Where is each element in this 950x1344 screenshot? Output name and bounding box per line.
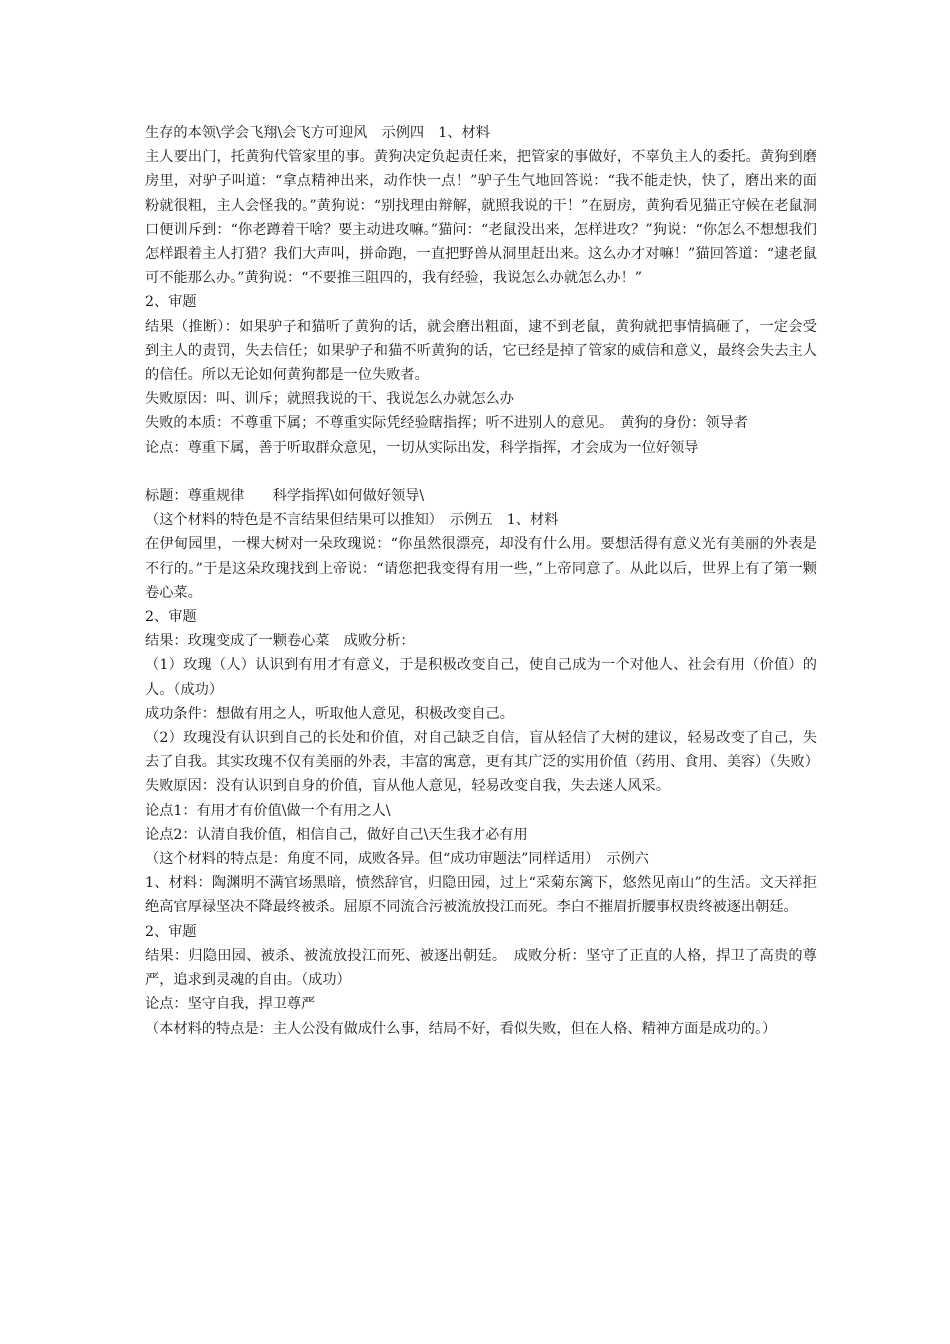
material-paragraph-5: 在伊甸园里，一棵大树对一朵玫瑰说：“你虽然很漂亮，却没有什么用。要想活得有意义光有美丽的外表是不行的。”于是这朵玫瑰找到上帝说：“请您把我变得有用一些，”上帝同意了。从此以后，世界上有了第一颗卷心菜。 [145,536,817,601]
thesis-5-1: 论点1：有用才有价值\做一个有用之人\ [145,802,391,819]
result-paragraph-4: 结果（推断）：如果驴子和猫听了黄狗的话，就会磨出粗面，逮不到老鼠，黄狗就把事情搞砸了，一定会受到主人的责罚，失去信任；如果驴子和猫不听黄狗的话，它已经是掉了管家的威信和意义，最终会失去主人的信任。所以无论如何黄狗都是一位失败者。 [145,318,817,384]
thesis-4: 论点：尊重下属，善于听取群众意见，一切从实际出发，科学指挥，才会成为一位好领导 [145,439,699,456]
analysis-point-2: （2）玫瑰没有认识到自己的长处和价值，对自己缺乏自信，盲从轻信了大树的建议，轻易改变了自己，失去了自我。其实玫瑰不仅有美丽的外表，丰富的寓意，更有其广泛的实用价值（药用、食用、美容）（失败） [145,730,819,771]
section-heading-analysis: 2、审题 [145,609,197,626]
thesis-5-2: 论点2：认清自我价值，相信自己，做好自己\天生我才必有用 [145,826,528,843]
analysis-point-1: （1）玫瑰（人）认识到有用才有意义，于是积极改变自己，使自己成为一个对他人、社会有用（价值）的人。（成功） [145,657,817,698]
blank-line [145,460,817,484]
failure-reason-4: 失败原因：叫、训斥；就照我说的干、我说怎么办就怎么办 [145,391,514,408]
result-paragraph-6: 结果：归隐田园、被杀、被流放投江而死、被逐出朝廷。 成败分析：坚守了正直的人格，捍卫了高贵的尊严，追求到灵魂的自由。（成功） [145,947,817,989]
heading-example-6: （这个材料的特点是：角度不同，成败各异。但“成功审题法”同样适用） 示例六 [145,851,649,868]
material-paragraph-4: 主人要出门，托黄狗代管家里的事。黄狗决定负起责任来，把管家的事做好，不辜负主人的委托。黄狗到磨房里，对驴子叫道：“拿点精神出来，动作快一点！”驴子生气地回答说：“我不能走快，快了，磨出来的面粉就很粗，主人会怪我的。”黄狗说：“别找理由辩解，就照我说的干！”在厨房，黄狗看见猫正守候在老鼠洞口便训斥到：“你老蹲着干啥？要主动进攻嘛。”猫问：“老鼠没出来，怎样进攻？”狗说：“你怎么不想想我们怎样跟着主人打猎？我们大声叫，拼命跑，一直把野兽从洞里赶出来。这么办才对嘛！”猫回答道：“逮老鼠可不能那么办。”黄狗说：“不要推三阻四的，我有经验，我说怎么办就怎么办！” [145,149,817,287]
heading-example-5: （这个材料的特色是不言结果但结果可以推知） 示例五 1、材料 [145,512,559,529]
note-example-6: （本材料的特点是：主人公没有做成什么事，结局不好，看似失败，但在人格、精神方面是成功的。） [145,1020,777,1037]
heading-example-4: 生存的本领\学会飞翔\会飞方可迎风 示例四 1、材料 [145,125,490,141]
document-body [145,121,817,1041]
title-suggestion-4: 标题：尊重规律 科学指挥\如何做好领导\ [145,488,425,505]
material-paragraph-6: 1、材料：陶渊明不满官场黑暗，愤然辞官，归隐田园，过上“采菊东篱下，悠然见南山”的生活。文天祥拒绝高官厚禄坚决不降最终被杀。屈原不同流合污被流放投江而死。李白不摧眉折腰事权贵终被逐出朝廷。 [145,875,817,916]
section-heading-analysis: 2、审题 [145,923,197,940]
success-condition-5: 成功条件：想做有用之人，听取他人意见，积极改变自己。 [145,705,514,722]
result-paragraph-5: 结果：玫瑰变成了一颗卷心菜 成败分析： [145,633,415,650]
failure-reason-5: 失败原因：没有认识到自身的价值，盲从他人意见，轻易改变自我，失去迷人风采。 [145,778,670,795]
thesis-6: 论点：坚守自我，捍卫尊严 [145,996,316,1013]
failure-essence-4: 失败的本质：不尊重下属；不尊重实际凭经验瞎指挥；听不进别人的意见。 黄狗的身份：领导者 [145,415,748,432]
section-heading-analysis: 2、审题 [145,294,197,311]
